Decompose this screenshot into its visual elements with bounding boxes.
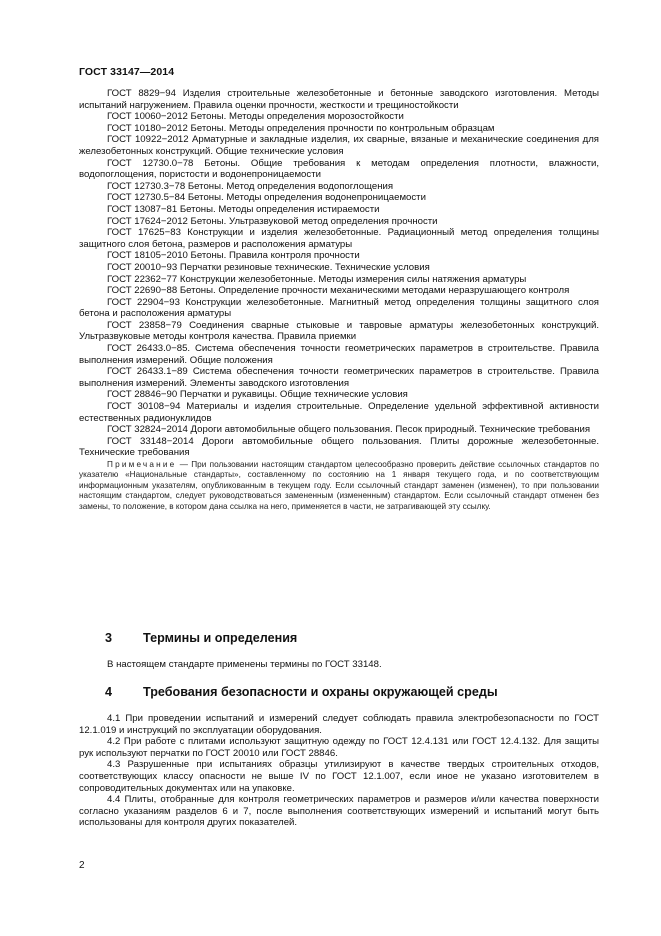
reference-note (79, 460, 599, 512)
section-paragraph: В настоящем стандарте применены термины по ГОСТ 33148. (107, 659, 382, 670)
reference-item: ГОСТ 33148−2014 Дороги автомобильные общего пользования. Плиты дорожные железобетонные. Технические требования (79, 435, 599, 459)
section-paragraph: 4.1 При проведении испытаний и измерений следует соблюдать правила электробезопасности по ГОСТ 12.1.019 и инструкций по эксплуатации оборудования. (79, 713, 599, 736)
section-3-body (79, 659, 599, 671)
reference-item: ГОСТ 10922−2012 Арматурные и закладные изделия, их сварные, вязаные и механические соединения для железобетонных конструкций. Общие технические условия (79, 134, 599, 157)
reference-item: ГОСТ 12730.3−78 Бетоны. Метод определения водопоглощения (107, 180, 394, 192)
reference-item: ГОСТ 17624−2012 Бетоны. Ультразвуковой метод определения прочности (107, 215, 438, 227)
section-3-heading (105, 631, 297, 645)
reference-item: ГОСТ 22362−77 Конструкции железобетонные. Методы измерения силы натяжения арматуры (107, 273, 527, 285)
reference-item: ГОСТ 8829−94 Изделия строительные железобетонные и бетонные заводского изготовления. Методы испытаний нагружением. Правила оценки прочности, жесткости и трещиностойкости (79, 88, 599, 111)
reference-item: ГОСТ 32824−2014 Дороги автомобильные общего пользования. Песок природный. Технические требования (107, 424, 591, 436)
section-4-body (79, 713, 599, 829)
section-paragraph: 4.2 При работе с плитами используют защитную одежду по ГОСТ 12.4.131 или ГОСТ 12.4.132. Для защиты рук используют перчатки по ГОСТ 20010 или ГОСТ 28846. (79, 736, 599, 759)
page-number: 2 (79, 860, 85, 871)
normative-references (79, 88, 599, 512)
reference-item: ГОСТ 28846−90 Перчатки и рукавицы. Общие технические условия (107, 389, 408, 401)
section-paragraph: 4.3 Разрушенные при испытаниях образцы утилизируют в качестве твердых строительных отходов, соответствующих классу опасности не выше IV по ГОСТ 12.1.007, если иное не указано изготовителем в сопроводительных документах или на упаковке. (79, 759, 599, 794)
reference-item: ГОСТ 18105−2010 Бетоны. Правила контроля прочности (107, 250, 360, 262)
section-paragraph: 4.4 Плиты, отобранные для контроля геометрических параметров и размеров и/или качества поверхности согласно указаниям разделов 6 и 7, после выполнения соответствующих измерений и испытаний могут быть использованы для контроля других показателей. (79, 794, 599, 829)
reference-item: ГОСТ 26433.1−89 Система обеспечения точности геометрических параметров в строительстве. Правила выполнения измерений. Элементы заводского изготовления (79, 366, 599, 389)
note-text: — При пользовании настоящим стандартом целесообразно проверить действие ссылочных стандартов по указателю «Национальные стандарты», составленному по состоянию на 1 января текущего года, и по соответствующим информационным указателям, опубликованным в текущем году. Если ссылочный стандарт заменен (изменен), то при пользовании настоящим стандартом, следует руководствоваться замененным (измененным) стандартом. Если ссылочный стандарт отменен без замены, то положение, в котором дана ссылка на него, применяется в части, не затрагивающей эту ссылку. (79, 460, 599, 511)
reference-item: ГОСТ 17625−83 Конструкции и изделия железобетонные. Радиационный метод определения толщины защитного слоя бетона, размеров и расположения арматуры (79, 227, 599, 250)
document-header: ГОСТ 33147—2014 (79, 66, 175, 78)
section-title: Термины и определения (143, 631, 298, 645)
reference-item: ГОСТ 20010−93 Перчатки резиновые технические. Технические условия (107, 261, 430, 273)
section-number: 4 (105, 685, 113, 699)
reference-item: ГОСТ 23858−79 Соединения сварные стыковые и тавровые арматуры железобетонных конструкций. Ультразвуковые методы контроля качества. Правила приемки (79, 319, 599, 343)
note-label: Примечание (107, 460, 177, 469)
reference-item: ГОСТ 13087−81 Бетоны. Методы определения истираемости (107, 203, 380, 215)
reference-item: ГОСТ 10060−2012 Бетоны. Методы определения морозостойкости (107, 111, 404, 123)
section-title: Требования безопасности и охраны окружающей среды (143, 685, 498, 699)
reference-item: ГОСТ 22904−93 Конструкции железобетонные. Магнитный метод определения толщины защитного слоя бетона и расположения арматуры (79, 296, 599, 320)
reference-item: ГОСТ 30108−94 Материалы и изделия строительные. Определение удельной эффективной активности естественных радионуклидов (79, 401, 599, 424)
reference-item: ГОСТ 12730.0−78 Бетоны. Общие требования к методам определения плотности, влажности, водопоглощения, пористости и водонепроницаемости (79, 157, 599, 181)
reference-item: ГОСТ 22690−88 Бетоны. Определение прочности механическими методами неразрушающего контроля (107, 285, 570, 297)
reference-item: ГОСТ 26433.0−85. Система обеспечения точности геометрических параметров в строительстве. Правила выполнения измерений. Общие положения (79, 343, 599, 366)
reference-item: ГОСТ 10180−2012 Бетоны. Методы определения прочности по контрольным образцам (107, 122, 495, 134)
section-4-heading (105, 685, 498, 699)
reference-item: ГОСТ 12730.5−84 Бетоны. Методы определения водонепроницаемости (107, 192, 426, 204)
section-number: 3 (105, 631, 113, 645)
